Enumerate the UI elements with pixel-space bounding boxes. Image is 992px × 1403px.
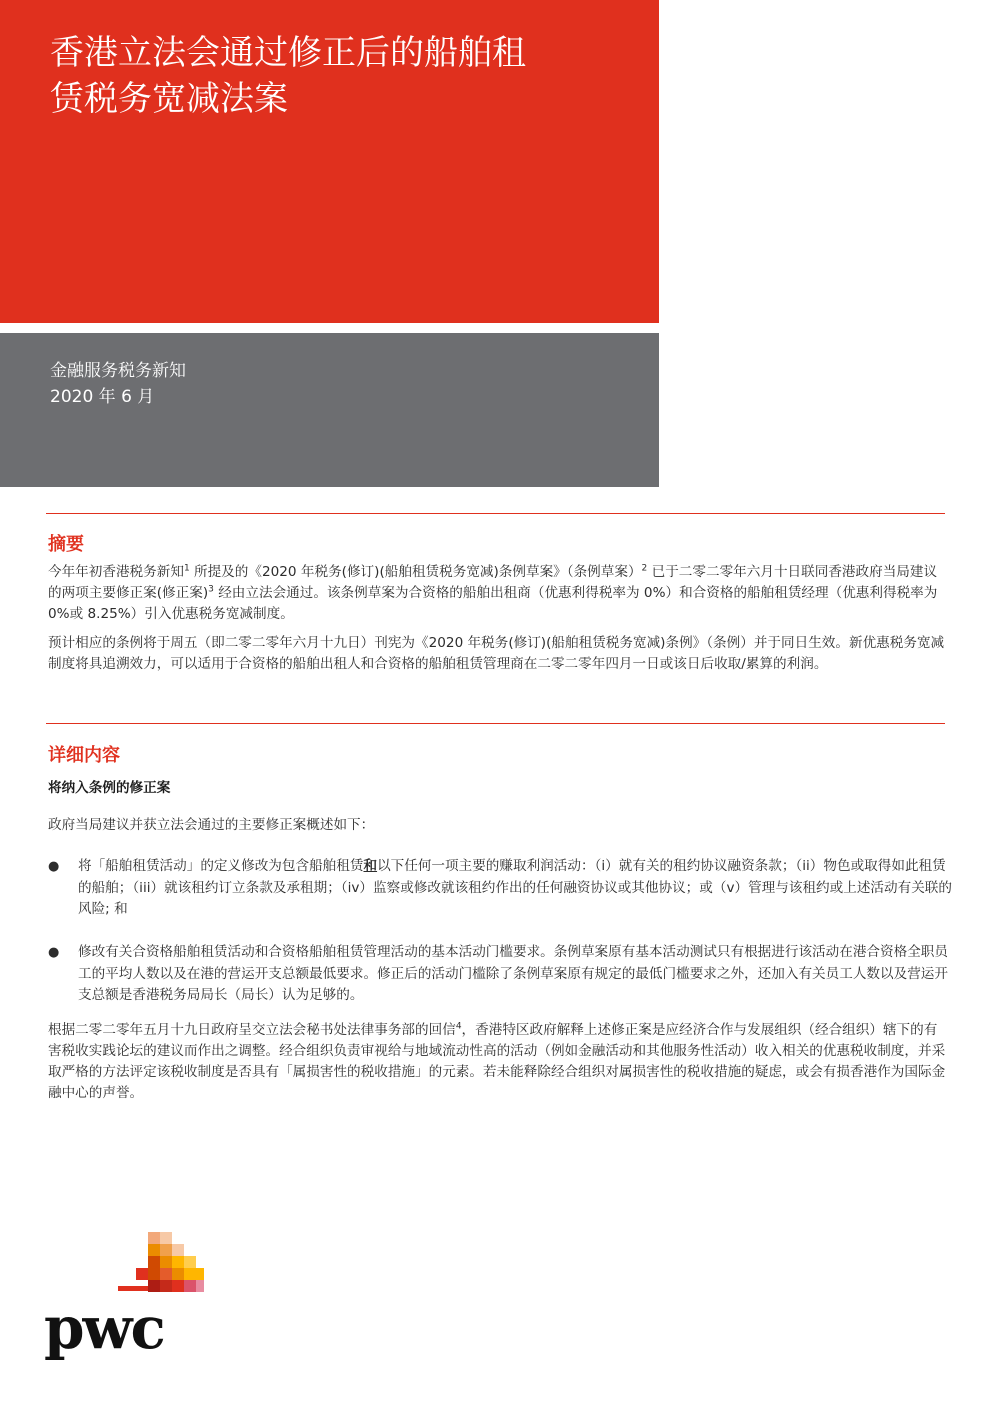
publication-date: 2020 年 6 月 xyxy=(50,387,155,407)
footnote-ref-1[interactable]: 1 xyxy=(183,563,190,574)
pwc-logo-graphic xyxy=(40,1220,220,1370)
section-divider-details xyxy=(46,723,945,724)
pwc-logo xyxy=(40,1220,220,1370)
cover-subtitle xyxy=(50,358,186,410)
title-line-1: 香港立法会通过修正后的船舶租 xyxy=(50,33,526,73)
bullet-icon: ● xyxy=(48,945,60,960)
details-heading: 详细内容 xyxy=(48,745,120,766)
footnote-ref-3[interactable]: 3 xyxy=(208,584,214,595)
section-divider-top xyxy=(46,513,945,514)
cover-subtitle-block xyxy=(0,333,659,487)
document-title xyxy=(50,30,630,122)
bullet-icon: ● xyxy=(48,859,60,874)
summary-paragraph-2: 预计相应的条例将于周五（即二零二零年六月十九日）刊宪为《2020 年税务(修订)(船舶租赁税务宽减)条例》（条例）并于同日生效。新优惠税务宽减制度将具追溯效力，可以适用于合资格的船舶出租人和合资格的船舶租赁管理商在二零二零年四月一日或该日后收取/累算的利润。 xyxy=(48,635,945,672)
list-item xyxy=(48,942,958,1007)
amendments-subheading: 将纳入条例的修正案 xyxy=(48,780,171,796)
summary-heading: 摘要 xyxy=(48,534,84,555)
list-item xyxy=(48,856,958,921)
amendment-2-text: 修改有关合资格船舶租赁活动和合资格船舶租赁管理活动的基本活动门槛要求。条例草案原有基本活动测试只有根据进行该活动在港合资格全职员工的平均人数以及在港的营运开支总额最低要求。修正后的活动门槛除了条例草案原有规定的最低门槛要求之外，还加入有关员工人数以及营运开支总额是香港税务局局长（局长）认为足够的。 xyxy=(78,944,948,1003)
footnote-ref-4[interactable]: 4 xyxy=(455,1021,462,1032)
closing-paragraph: 根据二零二零年五月十九日政府呈交立法会秘书处法律事务部的回信$^4$，香港特区政府解释上述修正案是应经济合作与发展组织（经合组织）辖下的有害税收实践论坛的建议而作出之调整。经合组织负责审视给与地域流动性高的活动（例如金融活动和其他服务性活动）收入相关的优惠税收制度，并采取严格的方法评定该税收制度是否具有「属损害性的税收措施」的元素。若未能释除经合组织对属损害性的税收措施的疑虑，或会有损香港作为国际金融中心的声誉。 xyxy=(48,1021,946,1101)
pwc-wordmark: pwc xyxy=(44,1294,164,1362)
series-name: 金融服务税务新知 xyxy=(50,361,186,381)
title-line-2: 赁税务宽减法案 xyxy=(50,79,288,119)
amendment-1-text: 将「船舶租赁活动」的定义修改为包含船舶租赁和以下任何一项主要的赚取利润活动：（i）就有关的租约协议融资条款；（ii）物色或取得如此租赁的船舶；（iii）就该租约订立条款及承租期；（iv）监察或修改就该租约作出的任何融资协议或其他协议；或（v）管理与该租约或上述活动有关联的风险; 和 xyxy=(78,858,952,917)
summary-paragraph-1: 今年年初香港税务新知$^1$ 所提及的《2020 年税务(修订)(船舶租赁税务宽减)条例草案》（条例草案）$^2$ 已于二零二零年六月十日联同香港政府当局建议的两项主要修正案(修正案)$^3$ 经由立法会通过。该条例草案为合资格的船舶出租商（优惠利得税率为 0%）和合资格的船舶租赁经理（优惠利得税率为 0%或 8.25%）引入优惠税务宽减制度。 xyxy=(48,563,938,622)
footnote-ref-2[interactable]: 2 xyxy=(641,563,648,574)
amendments-intro: 政府当局建议并获立法会通过的主要修正案概述如下： xyxy=(48,817,375,833)
